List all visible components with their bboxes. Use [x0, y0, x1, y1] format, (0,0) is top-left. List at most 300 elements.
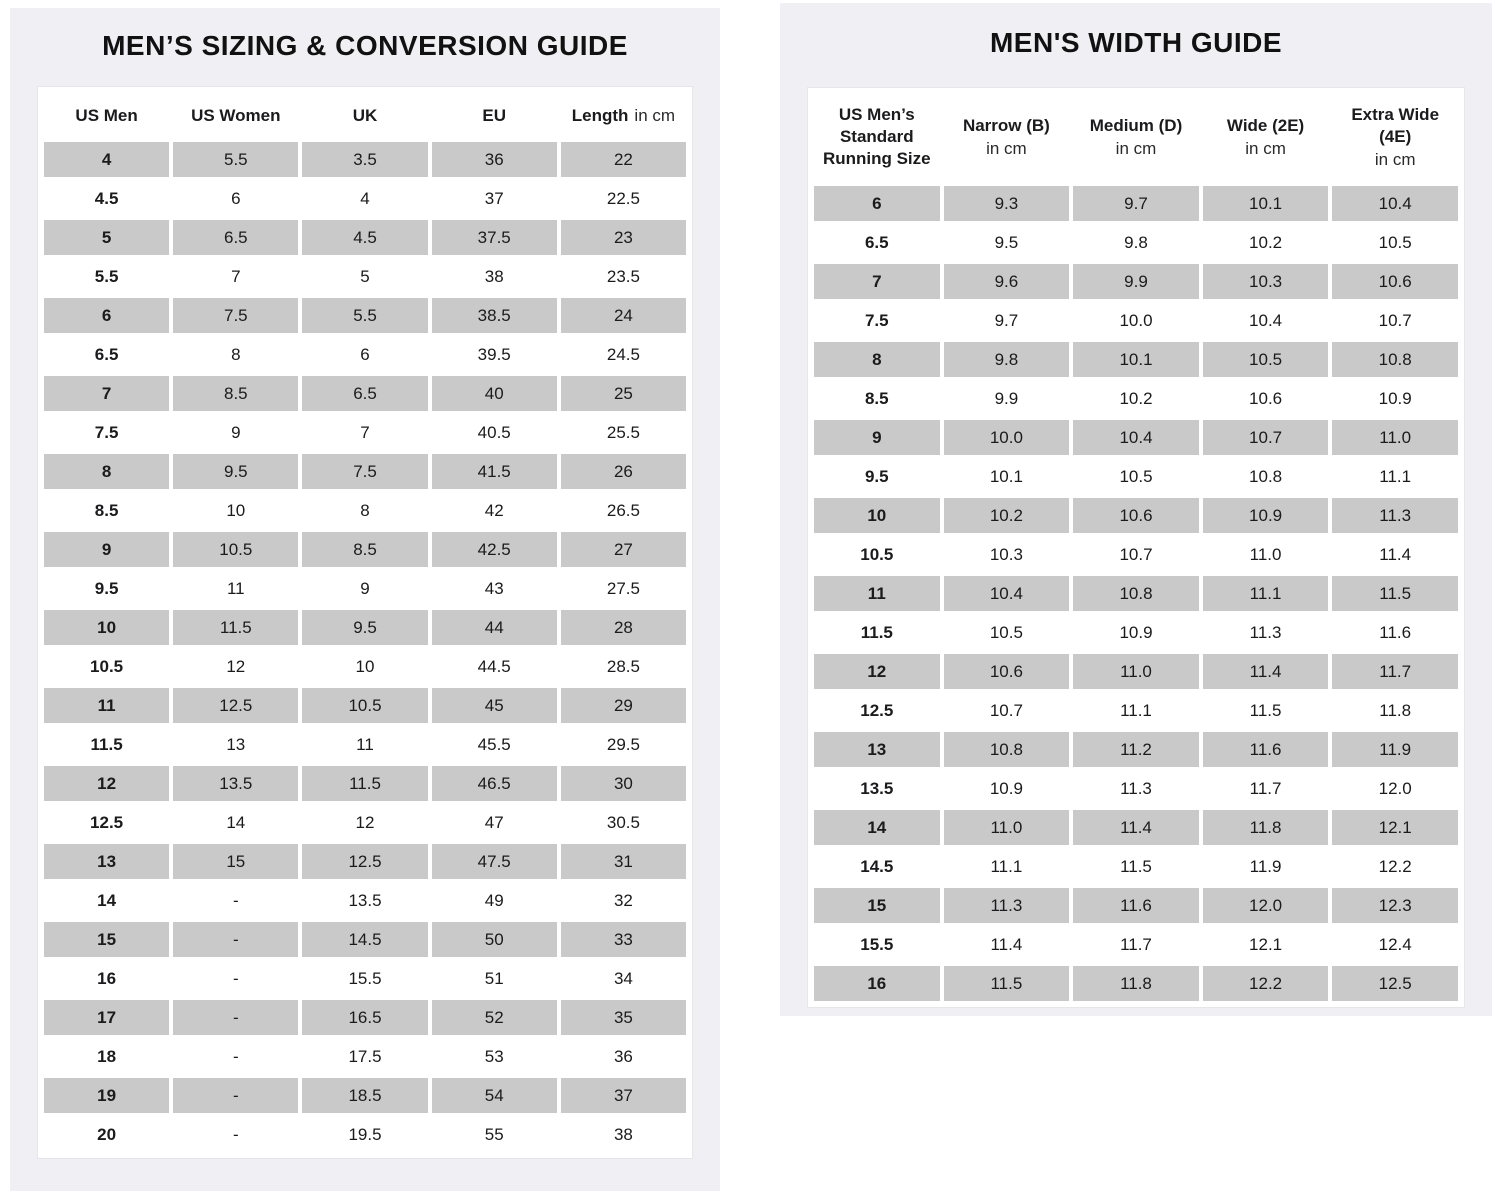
table-cell: 4.5: [302, 220, 427, 255]
table-cell: 30.5: [606, 813, 640, 832]
table-row: [814, 615, 1458, 650]
sizing-conversion-table: [37, 86, 693, 1159]
column-header: UK: [352, 106, 378, 125]
table-row: [44, 766, 686, 801]
table-cell: 10.6: [1332, 264, 1458, 299]
table-cell: 7: [44, 376, 169, 411]
table-cell: 34: [613, 969, 633, 988]
table-cell: 10.2: [1249, 233, 1283, 252]
table-cell: 47: [484, 813, 504, 832]
table-cell: 11.9: [1332, 732, 1458, 767]
table-cell: 8.5: [173, 376, 298, 411]
table-cell: 14: [814, 810, 940, 845]
table-cell: 10.6: [944, 654, 1070, 689]
table-cell: 10.7: [1378, 311, 1412, 330]
column-header: Extra Wide (4E) in cm: [1351, 105, 1440, 169]
table-cell: 10.7: [989, 701, 1023, 720]
table-cell: 12.2: [1203, 966, 1329, 1001]
table-row: [44, 532, 686, 567]
table-cell: 10.0: [944, 420, 1070, 455]
table-cell: 10.6: [1249, 389, 1283, 408]
column-header: US Men’s Standard Running Size: [822, 105, 931, 168]
table-cell: 12.3: [1332, 888, 1458, 923]
table-cell: 28.5: [606, 657, 640, 676]
table-cell: 5.5: [94, 267, 119, 286]
table-cell: 13: [226, 735, 246, 754]
table-cell: 12.1: [1332, 810, 1458, 845]
table-cell: 6.5: [302, 376, 427, 411]
table-cell: 10.4: [1249, 311, 1283, 330]
table-cell: 11.0: [1249, 545, 1282, 564]
table-cell: 7: [360, 423, 370, 442]
table-cell: 11.9: [1249, 857, 1282, 876]
table-cell: 12.0: [1378, 779, 1412, 798]
table-cell: 12.5: [860, 701, 894, 720]
table-cell: 11: [226, 579, 245, 598]
table-cell: 15.5: [348, 969, 382, 988]
table-cell: 11.7: [1120, 935, 1152, 954]
table-cell: 37.5: [432, 220, 557, 255]
table-cell: 10.7: [1203, 420, 1329, 455]
table-cell: 5.5: [173, 142, 298, 177]
table-cell: 10.1: [989, 467, 1023, 486]
table-row: [44, 649, 686, 684]
table-cell: 9: [44, 532, 169, 567]
table-row: [814, 849, 1458, 884]
table-cell: 11.1: [1379, 467, 1412, 486]
table-cell: 6: [360, 345, 370, 364]
table-cell: 8.5: [302, 532, 427, 567]
table-cell: 31: [561, 844, 686, 879]
table-cell: 10.9: [1203, 498, 1329, 533]
table-cell: 10.9: [1378, 389, 1412, 408]
table-cell: 11.6: [1379, 623, 1412, 642]
table-cell: 9: [360, 579, 370, 598]
table-cell: 11.5: [1332, 576, 1458, 611]
table-cell: 13: [44, 844, 169, 879]
table-cell: 10.6: [1073, 498, 1199, 533]
table-cell: 9.8: [1124, 233, 1148, 252]
table-cell: 11.0: [1332, 420, 1458, 455]
width-guide-panel: [780, 3, 1492, 1016]
table-cell: 25: [561, 376, 686, 411]
table-cell: 14: [226, 813, 246, 832]
table-row: [44, 181, 686, 216]
table-cell: 4.5: [94, 189, 119, 208]
table-row: [44, 1078, 686, 1113]
table-cell: 25.5: [606, 423, 640, 442]
table-cell: 11.2: [1073, 732, 1199, 767]
table-row: [44, 1117, 686, 1152]
table-cell: 35: [561, 1000, 686, 1035]
table-cell: 16.5: [302, 1000, 427, 1035]
table-cell: 11.3: [1332, 498, 1458, 533]
table-cell: 50: [432, 922, 557, 957]
table-cell: 22.5: [606, 189, 640, 208]
table-cell: 10.0: [1119, 311, 1153, 330]
table-cell: 38: [613, 1125, 633, 1144]
table-header-row: [44, 93, 686, 138]
table-cell: 8: [360, 501, 370, 520]
width-guide-table: [807, 87, 1465, 1008]
table-cell: 12.2: [1378, 857, 1412, 876]
table-cell: 14.5: [302, 922, 427, 957]
table-row: [814, 264, 1458, 299]
table-cell: 19.5: [348, 1125, 382, 1144]
table-cell: 12: [355, 813, 375, 832]
table-cell: 6.5: [173, 220, 298, 255]
table-row: [814, 693, 1458, 728]
table-body: [814, 186, 1458, 1001]
table-cell: 11.4: [1379, 545, 1412, 564]
table-cell: 10.4: [944, 576, 1070, 611]
table-cell: 29.5: [606, 735, 640, 754]
table-row: [814, 810, 1458, 845]
table-row: [44, 688, 686, 723]
table-row: [814, 576, 1458, 611]
table-cell: 10: [814, 498, 940, 533]
table-cell: 11.5: [1120, 857, 1152, 876]
table-row: [44, 1000, 686, 1035]
table-row: [44, 220, 686, 255]
sizing-conversion-panel: [10, 8, 720, 1191]
table-cell: 10.5: [1119, 467, 1153, 486]
table-cell: 5: [360, 267, 370, 286]
table-row: [44, 415, 686, 450]
table-cell: 10.3: [989, 545, 1023, 564]
table-cell: 10.4: [1073, 420, 1199, 455]
table-cell: 13.5: [348, 891, 382, 910]
table-cell: 10.9: [989, 779, 1023, 798]
table-cell: 9.5: [302, 610, 427, 645]
table-cell: -: [232, 1125, 239, 1144]
table-cell: -: [173, 922, 298, 957]
table-cell: 12.5: [1332, 966, 1458, 1001]
table-cell: 15: [173, 844, 298, 879]
column-header: Medium (D) in cm: [1089, 116, 1183, 158]
table-cell: 11.8: [1379, 701, 1412, 720]
sizing-guide-title: MEN’S SIZING & CONVERSION GUIDE: [102, 30, 628, 61]
table-cell: 10.5: [90, 657, 124, 676]
table-cell: 11.5: [173, 610, 298, 645]
table-cell: 8.5: [864, 389, 889, 408]
width-guide-title: MEN'S WIDTH GUIDE: [989, 27, 1283, 58]
table-cell: 10.2: [1119, 389, 1153, 408]
table-cell: 11: [44, 688, 169, 723]
table-cell: 18: [97, 1047, 117, 1066]
table-row: [814, 342, 1458, 377]
table-cell: 8: [814, 342, 940, 377]
table-cell: 10.5: [1378, 233, 1412, 252]
table-cell: 11.8: [1073, 966, 1199, 1001]
table-cell: 54: [432, 1078, 557, 1113]
table-cell: 12: [44, 766, 169, 801]
table-cell: 28: [561, 610, 686, 645]
table-row: [44, 493, 686, 528]
table-cell: 11.0: [944, 810, 1070, 845]
column-header: EU: [482, 106, 507, 125]
table-cell: 6.5: [94, 345, 119, 364]
table-cell: 45: [432, 688, 557, 723]
table-cell: 10.8: [944, 732, 1070, 767]
table-row: [814, 771, 1458, 806]
table-cell: 10.5: [1203, 342, 1329, 377]
table-cell: 16: [814, 966, 940, 1001]
table-cell: 12.5: [173, 688, 298, 723]
table-row: [814, 225, 1458, 260]
table-cell: 10.1: [1073, 342, 1199, 377]
table-cell: 10.2: [944, 498, 1070, 533]
table-cell: -: [232, 1047, 239, 1066]
table-cell: 10.7: [1119, 545, 1153, 564]
table-cell: 52: [432, 1000, 557, 1035]
table-cell: 7.5: [864, 311, 889, 330]
table-row: [814, 381, 1458, 416]
table-cell: 13.5: [860, 779, 894, 798]
table-row: [814, 420, 1458, 455]
table-cell: 8: [231, 345, 241, 364]
table-row: [814, 303, 1458, 338]
table-cell: 11: [356, 735, 374, 754]
table-cell: 12.5: [90, 813, 124, 832]
table-cell: 38: [484, 267, 504, 286]
table-cell: 10: [355, 657, 375, 676]
table-cell: 12: [814, 654, 940, 689]
table-cell: 3.5: [302, 142, 427, 177]
table-cell: 26: [561, 454, 686, 489]
table-cell: 9.6: [944, 264, 1070, 299]
table-cell: 6: [44, 298, 169, 333]
table-cell: 46.5: [432, 766, 557, 801]
table-cell: 39.5: [477, 345, 511, 364]
table-cell: 8.5: [94, 501, 119, 520]
table-cell: 12.1: [1249, 935, 1283, 954]
table-cell: 38.5: [432, 298, 557, 333]
table-cell: 24.5: [606, 345, 640, 364]
table-row: [44, 298, 686, 333]
table-row: [814, 498, 1458, 533]
table-cell: 27: [561, 532, 686, 567]
table-cell: 11.1: [1120, 701, 1152, 720]
table-row: [44, 1039, 686, 1074]
table-cell: 9.5: [994, 233, 1019, 252]
table-cell: 11.4: [1073, 810, 1199, 845]
table-row: [44, 376, 686, 411]
table-row: [814, 927, 1458, 962]
table-cell: 42: [484, 501, 504, 520]
table-header-row: [814, 94, 1458, 182]
table-cell: 44: [432, 610, 557, 645]
table-cell: 26.5: [606, 501, 640, 520]
column-header: US Women: [191, 106, 281, 125]
table-row: [44, 961, 686, 996]
table-cell: 10.4: [1332, 186, 1458, 221]
table-row: [44, 844, 686, 879]
table-cell: 11.3: [1249, 623, 1282, 642]
table-cell: 6: [814, 186, 940, 221]
table-cell: 42.5: [432, 532, 557, 567]
table-row: [44, 805, 686, 840]
table-cell: 43: [484, 579, 504, 598]
table-cell: 11: [814, 576, 940, 611]
table-cell: 9.5: [94, 579, 119, 598]
table-cell: 10: [44, 610, 169, 645]
table-cell: -: [173, 1078, 298, 1113]
table-cell: 16: [97, 969, 117, 988]
table-cell: 11.4: [1203, 654, 1329, 689]
table-cell: 7.5: [302, 454, 427, 489]
table-cell: 5.5: [302, 298, 427, 333]
table-cell: 10.8: [1249, 467, 1283, 486]
table-row: [44, 142, 686, 177]
table-cell: 13: [814, 732, 940, 767]
table-cell: 11.1: [990, 857, 1023, 876]
table-cell: 36: [613, 1047, 633, 1066]
table-cell: 12: [226, 657, 246, 676]
table-cell: 11.8: [1203, 810, 1329, 845]
table-row: [44, 259, 686, 294]
table-cell: 11.3: [944, 888, 1070, 923]
table-cell: 14.5: [860, 857, 894, 876]
table-cell: 37: [484, 189, 504, 208]
table-cell: 51: [484, 969, 504, 988]
table-cell: 11.1: [1203, 576, 1329, 611]
table-row: [44, 922, 686, 957]
table-cell: -: [173, 1000, 298, 1035]
table-cell: 27.5: [606, 579, 640, 598]
table-cell: 5: [44, 220, 169, 255]
table-cell: 40: [432, 376, 557, 411]
table-row: [814, 186, 1458, 221]
table-cell: 11.5: [302, 766, 427, 801]
table-cell: 11.4: [990, 935, 1023, 954]
table-row: [814, 459, 1458, 494]
table-cell: 30: [561, 766, 686, 801]
table-row: [814, 966, 1458, 1001]
table-cell: 20: [97, 1125, 117, 1144]
table-cell: 9.7: [994, 311, 1019, 330]
table-cell: 6: [231, 189, 241, 208]
table-row: [44, 727, 686, 762]
table-cell: 12.5: [302, 844, 427, 879]
table-cell: 10.3: [1203, 264, 1329, 299]
table-cell: 55: [484, 1125, 504, 1144]
table-row: [44, 610, 686, 645]
table-cell: 23.5: [606, 267, 640, 286]
table-cell: 23: [561, 220, 686, 255]
column-header: Narrow (B) in cm: [962, 116, 1050, 158]
table-cell: 15: [814, 888, 940, 923]
table-cell: 11.3: [1120, 779, 1152, 798]
table-cell: 10: [226, 501, 246, 520]
table-cell: 29: [561, 688, 686, 723]
table-cell: 12.4: [1378, 935, 1412, 954]
table-cell: 11.5: [1249, 701, 1282, 720]
table-cell: 11.6: [1203, 732, 1329, 767]
table-cell: 10.8: [1332, 342, 1458, 377]
table-cell: 40.5: [477, 423, 511, 442]
table-cell: 9.5: [173, 454, 298, 489]
table-cell: 10.5: [860, 545, 894, 564]
table-cell: 47.5: [432, 844, 557, 879]
table-row: [814, 654, 1458, 689]
table-cell: 4: [360, 189, 370, 208]
table-cell: 10.9: [1119, 623, 1153, 642]
table-cell: 9.9: [994, 389, 1019, 408]
table-row: [814, 732, 1458, 767]
table-row: [814, 888, 1458, 923]
table-row: [44, 571, 686, 606]
table-cell: -: [232, 969, 239, 988]
table-cell: 11.5: [90, 735, 123, 754]
table-cell: 10.8: [1073, 576, 1199, 611]
table-cell: 9.9: [1073, 264, 1199, 299]
table-cell: -: [232, 891, 239, 910]
table-cell: 19: [44, 1078, 169, 1113]
column-header: Wide (2E) in cm: [1226, 116, 1305, 158]
table-cell: 9.3: [944, 186, 1070, 221]
table-cell: 10.5: [989, 623, 1023, 642]
table-row: [44, 454, 686, 489]
table-cell: 37: [561, 1078, 686, 1113]
table-cell: 15.5: [860, 935, 894, 954]
table-body: [44, 142, 686, 1152]
table-cell: 32: [613, 891, 633, 910]
table-cell: 6.5: [864, 233, 889, 252]
table-cell: 49: [484, 891, 504, 910]
column-header: Length in cm: [571, 106, 676, 125]
table-row: [44, 337, 686, 372]
table-cell: 11.0: [1073, 654, 1199, 689]
table-cell: 14: [97, 891, 117, 910]
table-cell: 10.1: [1203, 186, 1329, 221]
table-cell: 24: [561, 298, 686, 333]
table-cell: 7.5: [94, 423, 119, 442]
table-cell: 11.7: [1249, 779, 1282, 798]
table-cell: 13.5: [173, 766, 298, 801]
table-row: [814, 537, 1458, 572]
table-cell: 10.5: [173, 532, 298, 567]
table-cell: 8: [44, 454, 169, 489]
table-cell: 10.5: [302, 688, 427, 723]
table-cell: 53: [484, 1047, 504, 1066]
table-cell: 12.0: [1203, 888, 1329, 923]
column-header: US Men: [75, 106, 138, 125]
table-cell: 9.5: [864, 467, 889, 486]
table-cell: 18.5: [302, 1078, 427, 1113]
table-cell: 11.5: [944, 966, 1070, 1001]
table-cell: 4: [44, 142, 169, 177]
table-cell: 11.7: [1332, 654, 1458, 689]
table-cell: 9: [814, 420, 940, 455]
table-cell: 44.5: [477, 657, 511, 676]
table-cell: 36: [432, 142, 557, 177]
table-cell: 17.5: [348, 1047, 382, 1066]
table-cell: 22: [561, 142, 686, 177]
table-cell: 33: [561, 922, 686, 957]
table-row: [44, 883, 686, 918]
table-cell: 9.7: [1073, 186, 1199, 221]
table-cell: 45.5: [477, 735, 511, 754]
table-cell: 41.5: [432, 454, 557, 489]
table-cell: 17: [44, 1000, 169, 1035]
table-cell: 9.8: [944, 342, 1070, 377]
table-cell: 11.5: [860, 623, 893, 642]
table-cell: 11.6: [1073, 888, 1199, 923]
table-cell: 9: [231, 423, 241, 442]
table-cell: 7: [814, 264, 940, 299]
table-cell: 15: [44, 922, 169, 957]
